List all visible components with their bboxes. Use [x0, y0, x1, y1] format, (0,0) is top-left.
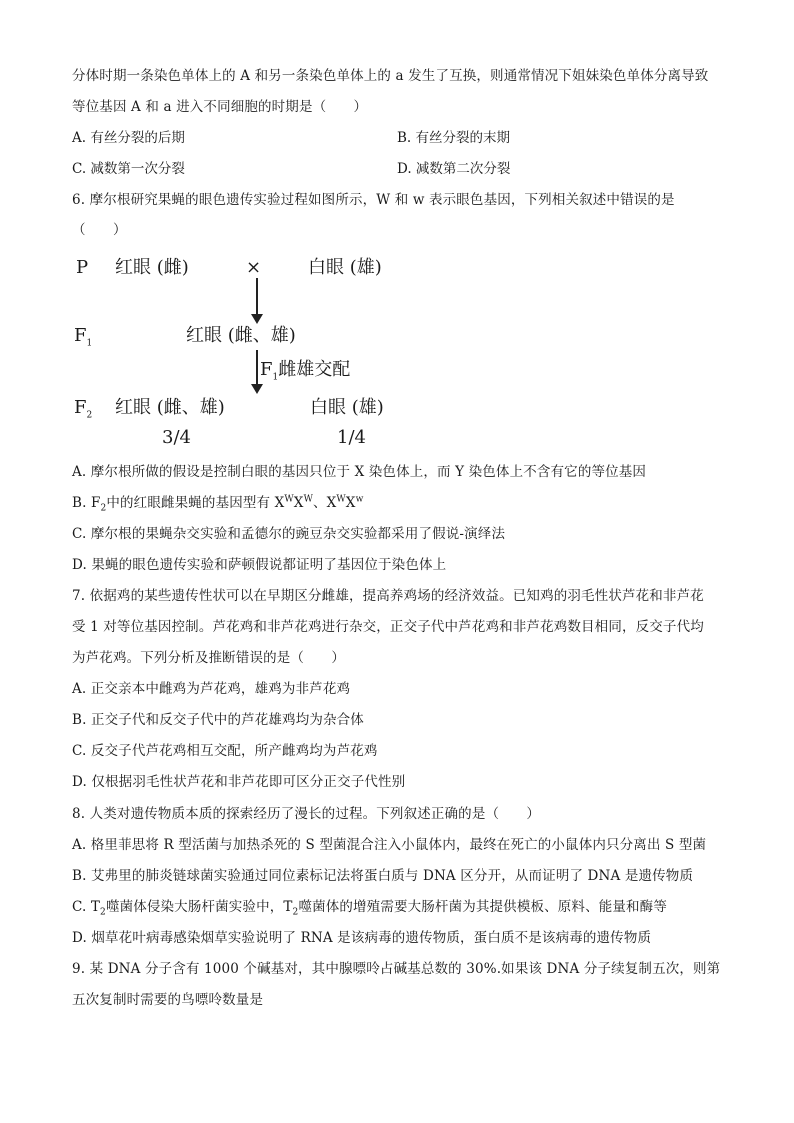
p-generation-label: P: [76, 257, 89, 278]
q5-option-c: C. 减数第一次分裂: [72, 161, 185, 177]
f2-white-ratio: 1/4: [337, 427, 366, 448]
p-male-phenotype: 白眼 (雄): [308, 257, 382, 278]
cross-diagram: [0, 248, 794, 458]
q8-option-c: C. $T_2$噬菌体侵染大肠杆菌实验中，$T_2$噬菌体的增殖需要大肠杆菌为其提供模板、原料、能量和酶等: [72, 899, 667, 918]
q7-option-d: D. 仅根据羽毛性状芦花和非芦花即可区分正交子代性别: [72, 774, 406, 790]
q5-stem-line-1: 分体时期一条染色单体上的 A 和另一条染色单体上的 a 发生了互换，则通常情况下姐妹染色单体分离导致: [72, 68, 709, 84]
q7-option-b: B. 正交子代和反交子代中的芦花雄鸡均为杂合体: [72, 712, 364, 728]
q8-option-a: A. 格里菲思将 R 型活菌与加热杀死的 S 型菌混合注入小鼠体内，最终在死亡的小鼠体内只分离出 S 型菌: [72, 837, 707, 853]
f2-generation-label: $F_2$: [74, 397, 93, 421]
q8-option-b: B. 艾弗里的肺炎链球菌实验通过同位素标记法将蛋白质与 DNA 区分开，从而证明了 DNA 是遗传物质: [72, 868, 694, 884]
q6-option-b: B. $F_2$中的红眼雌果蝇的基因型有 $X^WX^W$、$X^WX^w$: [72, 494, 364, 514]
q7-option-a: A. 正交亲本中雌鸡为芦花鸡，雄鸡为非芦花鸡: [72, 681, 351, 697]
q5-stem-line-2: 等位基因 A 和 a 进入不同细胞的时期是（ ）: [72, 99, 368, 115]
arrow-shaft-2: [256, 350, 258, 388]
f2-red-ratio: 3/4: [162, 427, 191, 448]
f2-red-phenotype: 红眼 (雌、雄): [115, 397, 225, 418]
f1-phenotype: 红眼 (雌、雄): [186, 325, 296, 346]
f2-white-phenotype: 白眼 (雄): [310, 397, 384, 418]
arrow-shaft-1: [256, 278, 258, 318]
f1-generation-label: $F_1$: [74, 325, 93, 349]
q8-option-d: D. 烟草花叶病毒感染烟草实验说明了 RNA 是该病毒的遗传物质，蛋白质不是该病毒的遗传物质: [72, 930, 652, 946]
arrow-head-2-icon: [251, 384, 263, 394]
q5-option-d: D. 减数第二次分裂: [397, 161, 511, 177]
q7-stem-line-2: 受 1 对等位基因控制。芦花鸡和非芦花鸡进行杂交，正交子代中芦花鸡和非芦花鸡数目相同，反交子代均: [72, 619, 704, 635]
f1-intercross-label: $F_1$雌雄交配: [260, 359, 351, 383]
q9-stem-line-2: 五次复制时需要的鸟嘌呤数量是: [72, 992, 264, 1008]
arrow-head-1-icon: [251, 314, 263, 324]
q8-stem: 8. 人类对遗传物质本质的探索经历了漫长的过程。下列叙述正确的是（ ）: [72, 806, 541, 822]
q7-stem-line-3: 为芦花鸡。下列分析及推断错误的是（ ）: [72, 650, 345, 666]
p-female-phenotype: 红眼 (雌): [115, 257, 189, 278]
q6-stem-line-2: （ ）: [72, 222, 127, 238]
q7-stem-line-1: 7. 依据鸡的某些遗传性状可以在早期区分雌雄，提高养鸡场的经济效益。已知鸡的羽毛性状芦花和非芦花: [72, 588, 704, 604]
q7-option-c: C. 反交子代芦花鸡相互交配，所产雌鸡均为芦花鸡: [72, 743, 378, 759]
q5-option-b: B. 有丝分裂的末期: [397, 130, 511, 146]
q6-option-d: D. 果蝇的眼色遗传实验和萨顿假说都证明了基因位于染色体上: [72, 557, 447, 573]
q9-stem-line-1: 9. 某 DNA 分子含有 1000 个碱基对，其中腺嘌呤占碱基总数的 30%.如果该 DNA 分子续复制五次，则第: [72, 961, 721, 977]
cross-symbol: ×: [246, 257, 262, 278]
q6-option-c: C. 摩尔根的果蝇杂交实验和孟德尔的豌豆杂交实验都采用了假说-演绎法: [72, 526, 506, 542]
q6-stem-line-1: 6. 摩尔根研究果蝇的眼色遗传实验过程如图所示，W 和 w 表示眼色基因，下列相关叙述中错误的是: [72, 192, 675, 208]
q6-option-a: A. 摩尔根所做的假设是控制白眼的基因只位于 X 染色体上，而 Y 染色体上不含有它的等位基因: [72, 464, 647, 480]
q5-option-a: A. 有丝分裂的后期: [72, 130, 185, 146]
